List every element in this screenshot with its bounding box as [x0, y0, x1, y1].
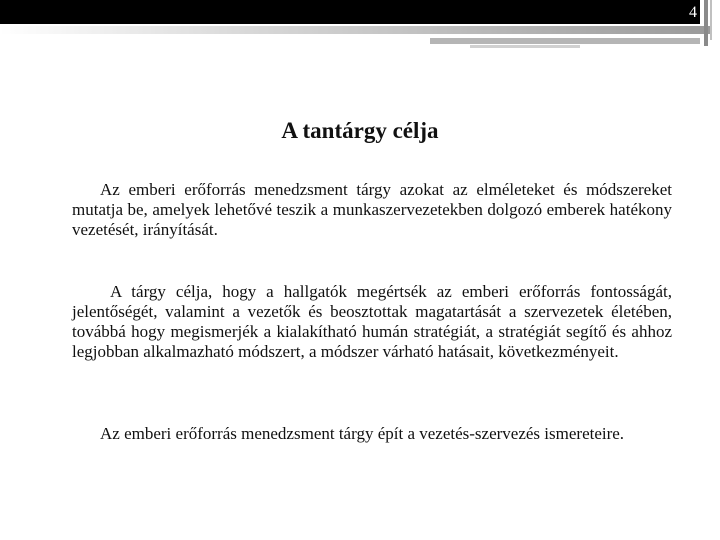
header-accent-line	[430, 38, 700, 44]
header-bar	[0, 0, 700, 24]
page-number: 4	[689, 4, 697, 21]
paragraph-3: Az emberi erőforrás menedzsment tárgy épít a vezetés-szervezés ismereteire.	[100, 424, 625, 443]
header-gradient-line	[0, 26, 710, 34]
header-right-bar-thin	[710, 0, 712, 40]
paragraph-2: A tárgy célja, hogy a hallgatók megértsék az emberi erőforrás fontosságát, jelentőségét, valamint a vezetők és beosztottak magatartását a szervezetek életében, továbbá hogy megismerjék a kialakítható humán stratégiát, a stratégiát segítő és ahhoz legjobban alkalmazható módszert, a módszer várható hatásait, következményeit.	[72, 282, 672, 361]
header-accent-line-short	[470, 45, 580, 48]
paragraph-1: Az emberi erőforrás menedzsment tárgy azokat az elméleteket és módszereket mutatja be, amelyek lehetővé teszik a munkaszervezetekben dolgozó emberek hatékony vezetését, irányítását.	[72, 180, 672, 239]
slide-title: A tantárgy célja	[281, 118, 439, 143]
header-right-bar	[704, 0, 708, 46]
